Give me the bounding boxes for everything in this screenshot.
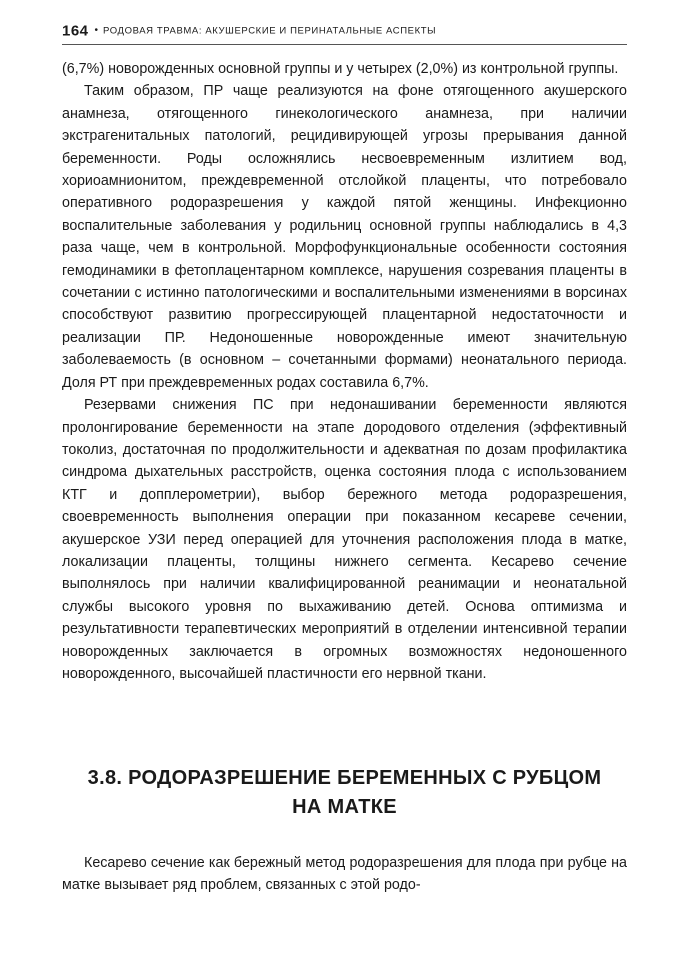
paragraph-conclusion: Таким образом, ПР чаще реализуются на фоне отягощенного акушерского анамнеза, отягощенного гинекологического анамнеза, при наличии экстрагенитальных патологий, рецидивирующей угрозы прерывания данной беременности. Роды осложнялись несвоевременным излитием вод, хориоамнионитом, преждевременной отслойкой плаценты, что потребовало оперативного родоразрешения у каждой пятой женщины. Инфекционно воспалительные заболевания у родильниц основной группы наблюдались в 4,3 раза чаще, чем в контрольной. Морфофункциональные особенности состояния гемодинамики в фетоплацентарном комплексе, нарушения созревания плаценты в сочетании с истинно патологическими и воспалительными изменениями в ворсинах способствуют развитию прогрессирующей плацентарной недостаточности и реализации ПР. Недоношенные новорожденные имеют значительную заболеваемость (в основном – сочетанными формами) неонатального периода. Доля РТ при преждевременных родах составила 6,7%. [62, 83, 627, 391]
running-head [62, 22, 632, 44]
paragraph-continued: (6,7%) новорожденных основной группы и у четырех (2,0%) из контрольной группы. [62, 61, 619, 77]
section-body [62, 852, 627, 897]
running-head-bullet: • [94, 25, 99, 37]
page-number: 164 [62, 22, 89, 40]
section-heading-line-1: 3.8. РОДОРАЗРЕШЕНИЕ БЕРЕМЕННЫХ С РУБЦОМ [87, 767, 602, 789]
section-paragraph: Кесарево сечение как бережный метод родоразрешения для плода при рубце на матке вызывает ряд проблем, связанных с этой родо- [62, 855, 627, 894]
running-head-rule [62, 44, 627, 45]
paragraph-reserves: Резервами снижения ПС при недонашивании беременности являются пролонгирование беременности на этапе дородового отделения (эффективный токолиз, достаточная по продолжительности и адекватная по дозам профилактика синдрома дыхательных расстройств, оценка состояния плода с использованием КТГ и допплерометрии), выбор бережного метода родоразрешения, своевременность выполнения операции при показанном кесареве сечении, акушерское УЗИ перед операцией для уточнения расположения плода в матке, локализации плаценты, толщины нижнего сегмента. Кесарево сечение выполнялось при наличии квалифицированной реанимации и неонатальной службы высокого уровня по выхаживанию детей. Основа оптимизма и результативности терапевтических мероприятий в отделении интенсивной терапии новорожденных заключается в огромных возможностях недоношенного новорожденного, высочайшей пластичности его нервной ткани. [62, 397, 627, 682]
running-head-title: РОДОВАЯ ТРАВМА: АКУШЕРСКИЕ И ПЕРИНАТАЛЬНЫЕ АСПЕКТЫ [103, 25, 437, 37]
section-heading [62, 764, 627, 822]
section-heading-line-2: НА МАТКЕ [292, 796, 397, 818]
body-text [62, 58, 627, 685]
